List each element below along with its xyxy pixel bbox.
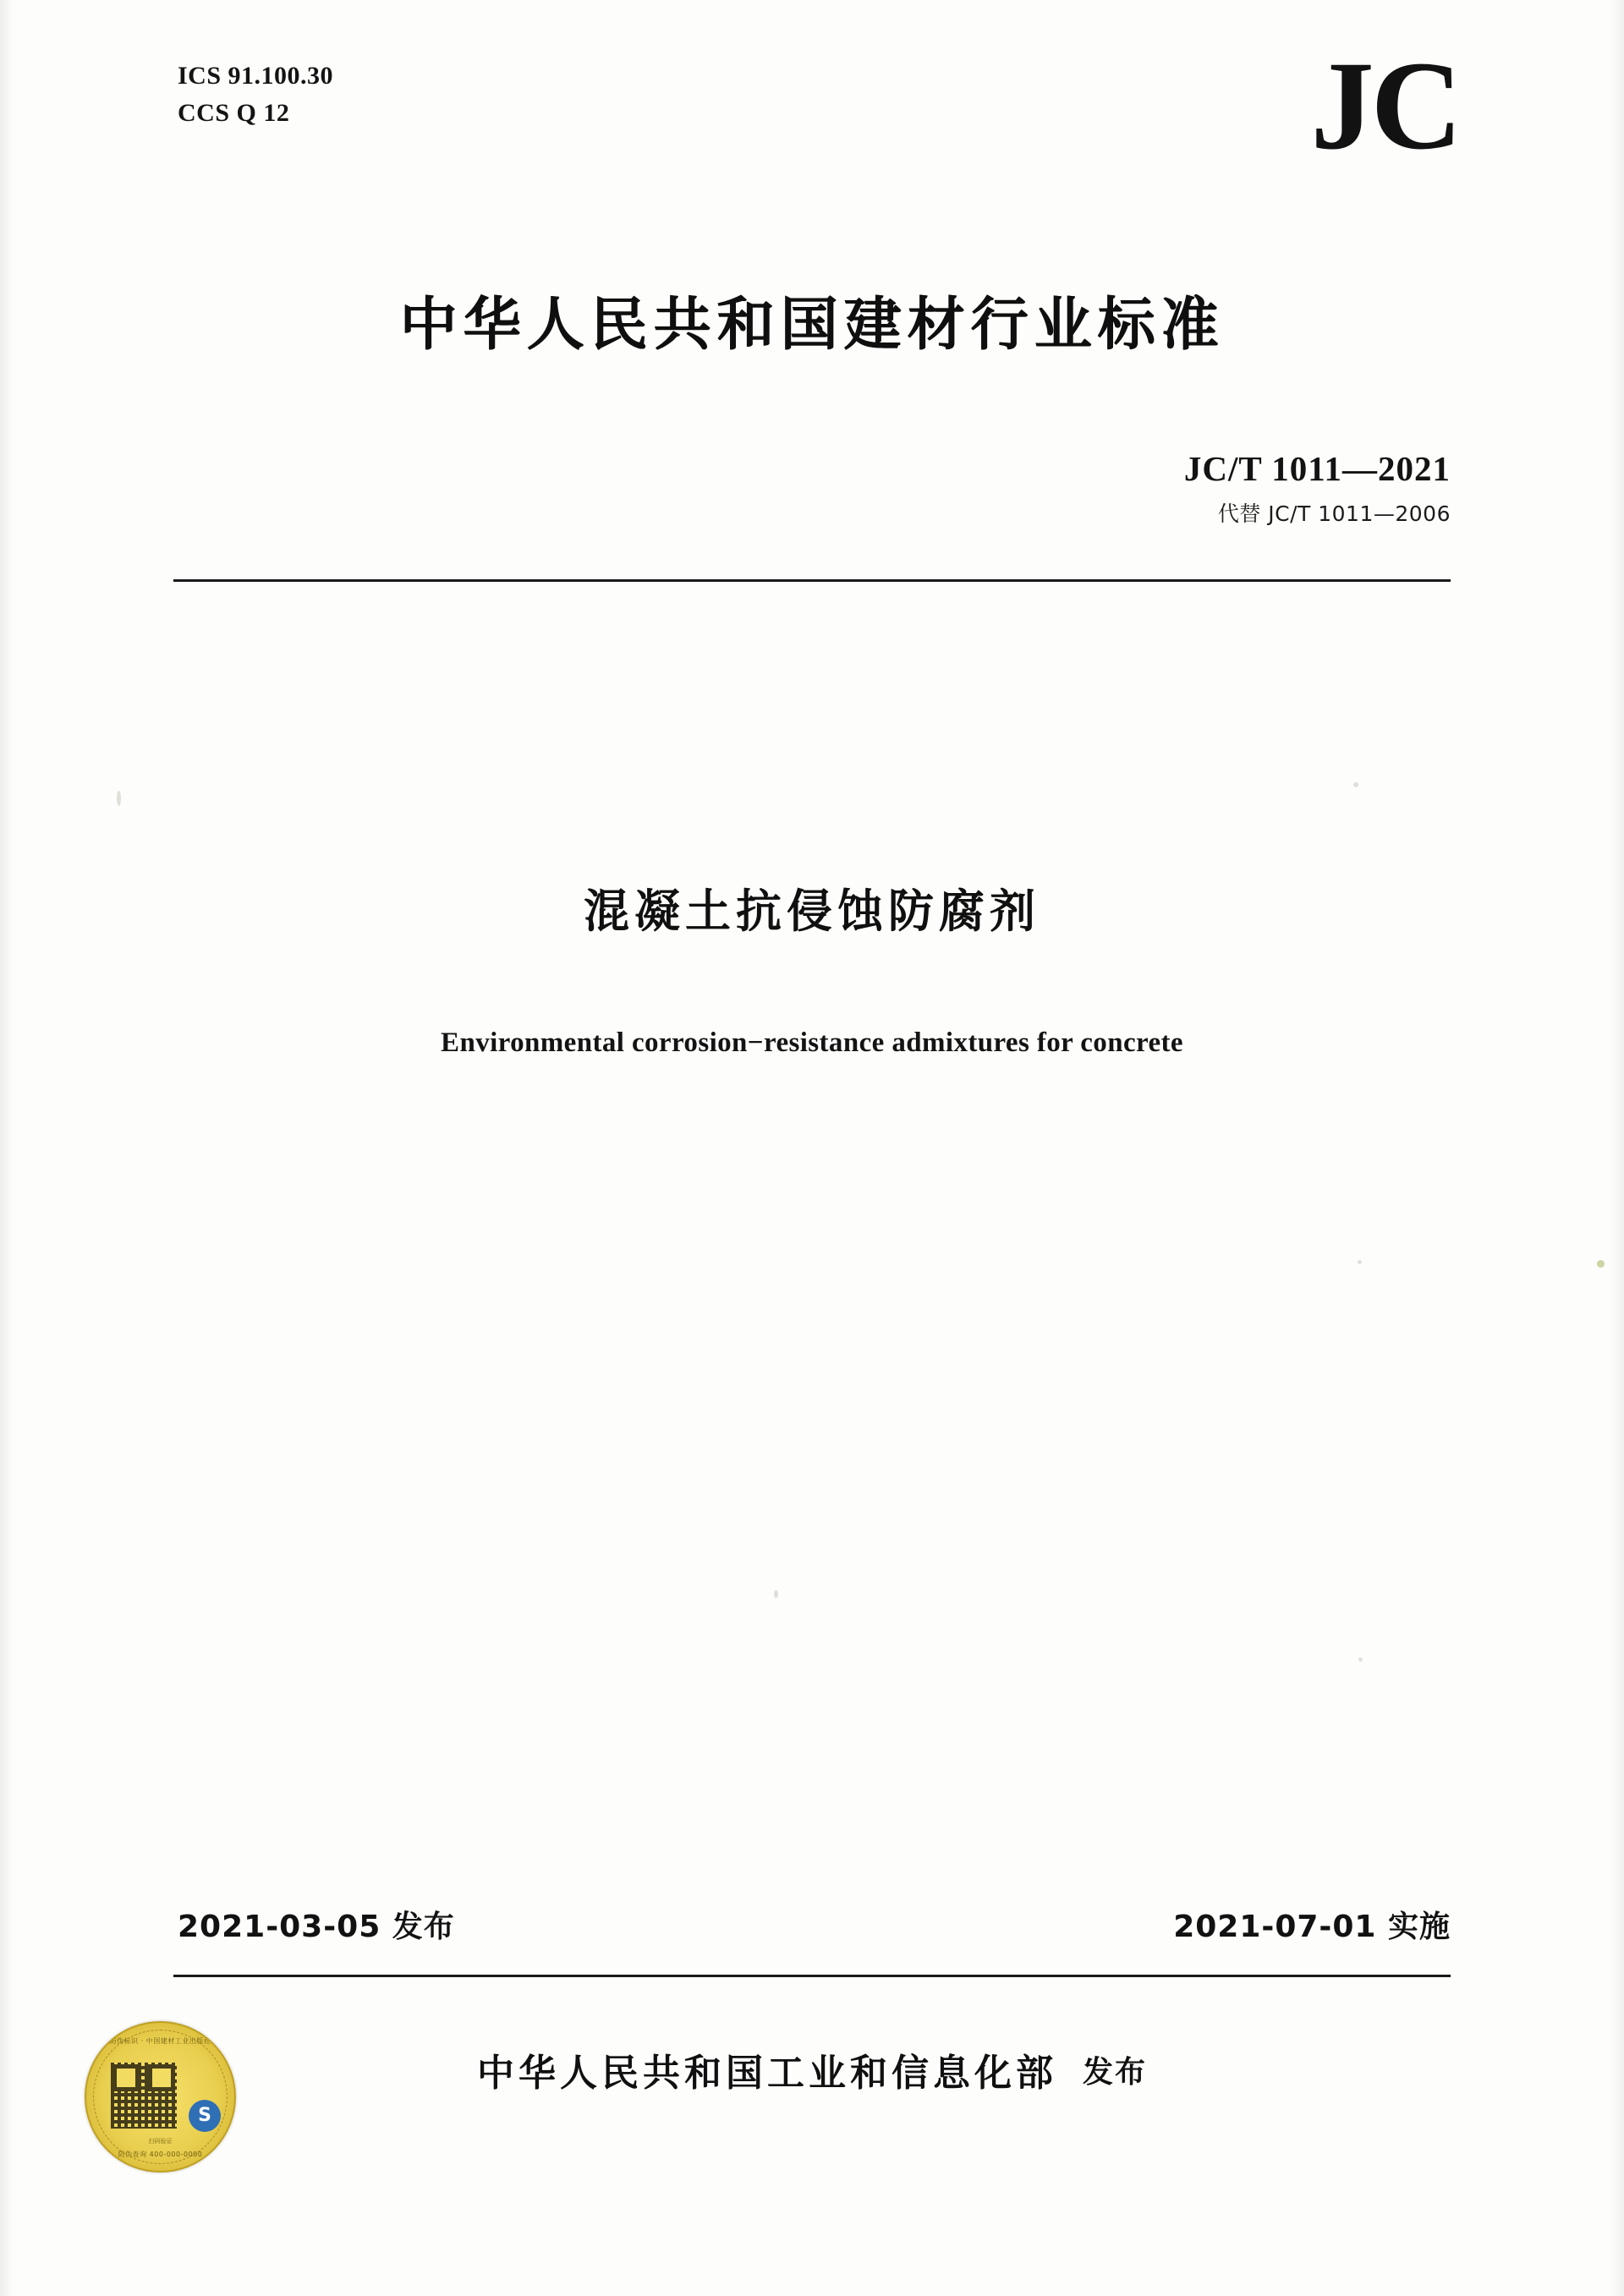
document-title-english: Environmental corrosion−resistance admixtures for concrete	[441, 1027, 1183, 1058]
classification-block	[178, 58, 333, 131]
standard-replaces: 代替 JC/T 1011—2006	[1217, 501, 1451, 526]
seal-badge-icon: S	[189, 2100, 221, 2132]
scan-speck	[774, 1590, 778, 1598]
seal-mid-text: 扫码验证	[148, 2138, 173, 2145]
seal-bottom-text: 防伪查询 400-000-0000	[118, 2151, 203, 2158]
header-divider	[173, 579, 1451, 582]
qr-code-icon	[111, 2063, 177, 2129]
scan-speck	[1353, 782, 1358, 787]
jc-standard-mark: JC	[1310, 36, 1459, 176]
ccs-code: CCS Q 12	[178, 98, 290, 127]
footer-divider	[173, 1975, 1451, 1977]
standard-number: JC/T 1011—2021	[1183, 449, 1451, 488]
scan-speck	[1597, 1260, 1605, 1268]
issuer-row	[0, 2042, 1624, 2096]
scan-speck	[1358, 1658, 1363, 1662]
document-title-chinese: 混凝土抗侵蚀防腐剂	[584, 885, 1040, 938]
publish-date: 2021-03-05 发布	[178, 1910, 455, 1944]
issuer-organization: 中华人民共和国工业和信息化部	[476, 2052, 1057, 2095]
issuer-verb: 发布	[1082, 2055, 1147, 2090]
ics-code: ICS 91.100.30	[178, 62, 334, 90]
anti-counterfeit-seal	[85, 2021, 236, 2173]
implementation-date: 2021-07-01 实施	[1173, 1910, 1451, 1944]
scan-speck	[117, 791, 121, 806]
national-standard-title: 中华人民共和国建材行业标准	[399, 292, 1225, 359]
seal-top-text: 防伪标识 · 中国建材工业出版社	[109, 2037, 211, 2045]
scan-speck	[1358, 1260, 1362, 1264]
